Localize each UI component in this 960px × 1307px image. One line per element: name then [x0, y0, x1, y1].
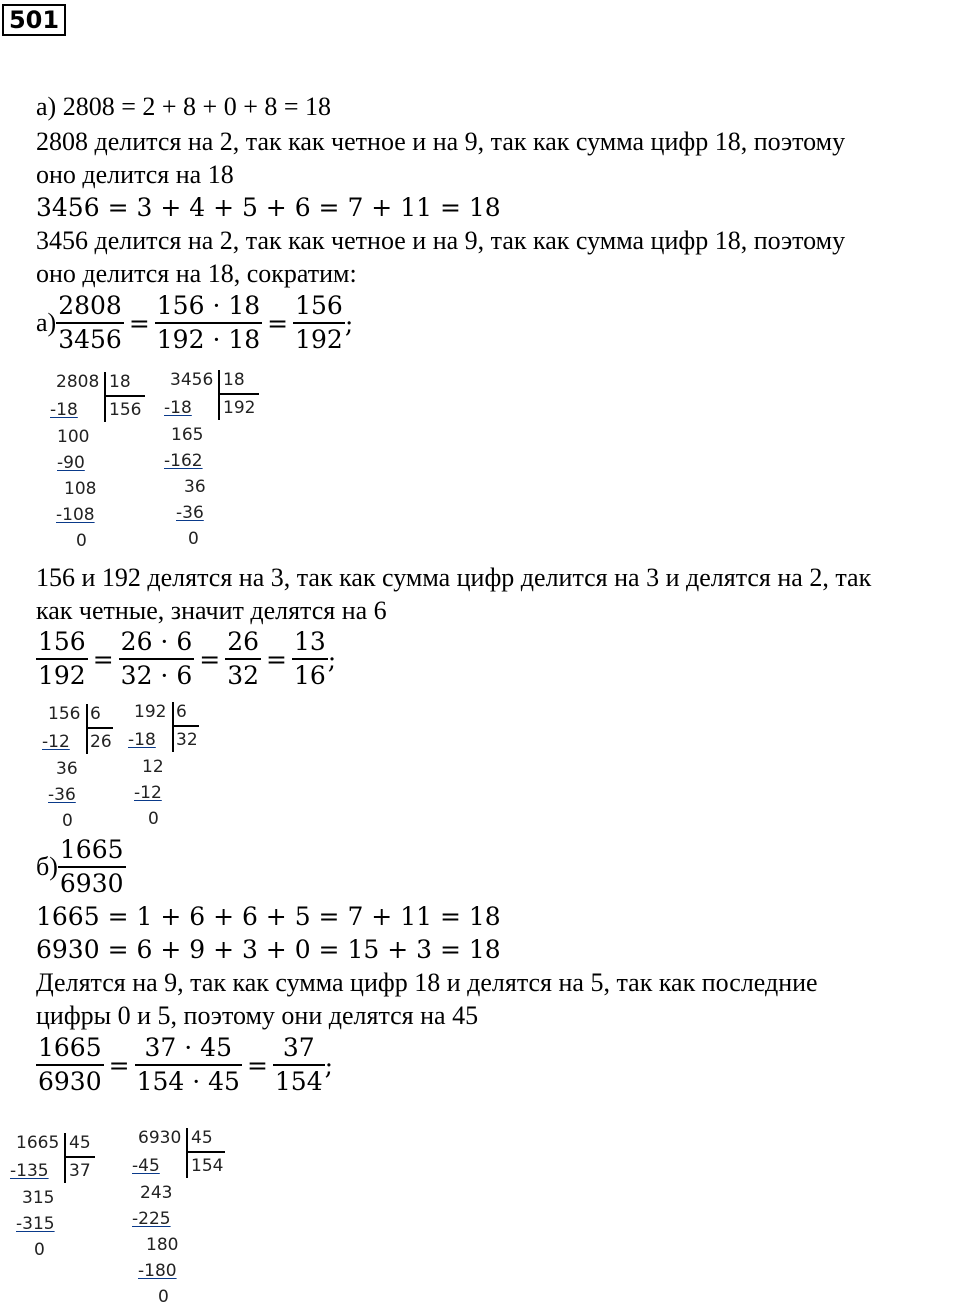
explanation-156-192-line1: 156 и 192 делятся на 3, так как сумма цифр делится на 3 и делятся на 2, так	[36, 563, 872, 592]
part-b-label: б)	[36, 852, 58, 881]
fraction-2808-3456	[56, 290, 124, 356]
fraction-equation-a	[36, 290, 353, 356]
denominator: 32	[225, 658, 261, 692]
quotient-line	[87, 727, 113, 729]
denominator: 16	[292, 658, 328, 692]
quotient: 156	[109, 400, 142, 420]
step: -108	[56, 505, 95, 525]
numerator: 13	[293, 627, 326, 656]
division-bar	[172, 702, 174, 752]
division-bar	[64, 1133, 66, 1183]
numerator: 37	[282, 1033, 315, 1062]
fraction-37-154	[273, 1032, 325, 1098]
equals-sign: =	[108, 1050, 130, 1080]
division-bar	[218, 370, 220, 420]
quotient-line	[187, 1151, 225, 1153]
equals-sign: =	[266, 644, 287, 674]
dividend: 156	[48, 704, 81, 724]
numerator: 156	[295, 291, 343, 320]
fraction-equation-b	[36, 1032, 333, 1098]
division-bar	[186, 1128, 188, 1178]
fraction-156x18-192x18	[155, 290, 262, 356]
dividend: 2808	[56, 372, 100, 392]
step: -162	[164, 451, 203, 471]
step: -45	[132, 1156, 160, 1176]
explanation-3456-line1: 3456 делится на 2, так как четное и на 9, так как сумма цифр 18, поэтому	[36, 226, 846, 255]
explanation-2808-line1: 2808 делится на 2, так как четное и на 9, так как сумма цифр 18, поэтому	[36, 127, 846, 156]
step: 180	[146, 1235, 179, 1255]
step: 315	[22, 1188, 55, 1208]
division-bar	[86, 704, 88, 754]
denominator: 32 · 6	[119, 658, 195, 692]
equals-sign: =	[128, 308, 150, 338]
numerator: 37 · 45	[144, 1033, 232, 1062]
step: 0	[76, 531, 87, 551]
denominator: 192	[293, 322, 345, 356]
equals-sign: =	[246, 1050, 268, 1080]
sum-digits-6930: 6930 = 6 + 9 + 3 + 0 = 15 + 3 = 18	[36, 935, 501, 964]
numerator: 1665	[59, 835, 124, 864]
step: 108	[64, 479, 97, 499]
step: 12	[142, 757, 164, 777]
sum-digits-3456: 3456 = 3 + 4 + 5 + 6 = 7 + 11 = 18	[36, 193, 501, 222]
numerator: 26	[227, 627, 259, 656]
divisor: 45	[191, 1128, 213, 1148]
denominator: 154 · 45	[135, 1064, 242, 1098]
fraction-156-192	[36, 626, 88, 692]
divisor: 45	[69, 1133, 91, 1153]
fraction-equation-a-reduce	[36, 626, 336, 692]
divisor: 18	[109, 372, 131, 392]
fraction-156-192	[293, 290, 345, 356]
step: 0	[188, 529, 199, 549]
fraction-37x45-154x45	[135, 1032, 242, 1098]
dividend: 192	[134, 702, 167, 722]
fraction-1665-6930	[36, 1032, 104, 1098]
step: -315	[16, 1214, 55, 1234]
equals-sign: =	[267, 308, 289, 338]
step: -90	[57, 453, 85, 473]
step: -12	[42, 732, 70, 752]
equals-sign: =	[92, 644, 114, 674]
denominator: 6930	[36, 1064, 104, 1098]
denominator: 6930	[58, 866, 126, 900]
step: 100	[57, 427, 90, 447]
numerator: 1665	[38, 1033, 102, 1062]
step: -18	[164, 398, 192, 418]
numerator: 2808	[58, 291, 122, 320]
explanation-3456-line2: оно делится на 18, сократим:	[36, 259, 357, 288]
quotient-line	[219, 393, 259, 395]
fraction-13-16	[292, 626, 328, 692]
quotient-line	[173, 725, 199, 727]
quotient-line	[65, 1156, 95, 1158]
step: 0	[158, 1287, 169, 1307]
dividend: 1665	[16, 1133, 60, 1153]
step: 165	[171, 425, 204, 445]
semicolon: ;	[324, 1050, 334, 1080]
denominator: 192 · 18	[155, 322, 262, 356]
step: -12	[134, 783, 162, 803]
quotient: 192	[223, 398, 256, 418]
numerator: 26 · 6	[120, 627, 193, 656]
step: -18	[50, 400, 78, 420]
step: -18	[128, 730, 156, 750]
numerator: 156	[38, 627, 86, 656]
divisor: 6	[176, 702, 187, 722]
exercise-number-badge: 501	[2, 4, 66, 36]
quotient: 26	[90, 732, 112, 752]
quotient-line	[105, 395, 145, 397]
step: 243	[140, 1183, 173, 1203]
fraction-1665-6930	[58, 834, 126, 900]
fraction-26x6-32x6	[119, 626, 195, 692]
sum-digits-2808: а) 2808 = 2 + 8 + 0 + 8 = 18	[36, 92, 332, 121]
step: -180	[138, 1261, 177, 1281]
step: -135	[10, 1161, 49, 1181]
numerator: 156 · 18	[156, 291, 261, 320]
denominator: 192	[36, 658, 88, 692]
step: -36	[48, 785, 76, 805]
semicolon: ;	[344, 308, 354, 338]
step: 36	[184, 477, 206, 497]
dividend: 6930	[138, 1128, 182, 1148]
denominator: 154	[273, 1064, 325, 1098]
part-a-label: а)	[36, 308, 57, 337]
step: 0	[62, 811, 73, 831]
step: -225	[132, 1209, 171, 1229]
step: 0	[148, 809, 159, 829]
explanation-156-192-line2: как четные, значит делятся на 6	[36, 596, 387, 625]
divisor: 18	[223, 370, 245, 390]
step: 0	[34, 1240, 45, 1260]
explanation-1665-6930-line1: Делятся на 9, так как сумма цифр 18 и делятся на 5, так как последние	[36, 968, 818, 997]
fraction-b	[36, 834, 126, 900]
dividend: 3456	[170, 370, 214, 390]
divisor: 6	[90, 704, 101, 724]
step: 36	[56, 759, 78, 779]
quotient: 37	[69, 1161, 91, 1181]
denominator: 3456	[56, 322, 124, 356]
semicolon: ;	[327, 644, 337, 674]
division-bar	[104, 372, 106, 422]
quotient: 32	[176, 730, 198, 750]
quotient: 154	[191, 1156, 224, 1176]
fraction-26-32	[225, 626, 261, 692]
equals-sign: =	[199, 644, 221, 674]
step: -36	[176, 503, 204, 523]
explanation-1665-6930-line2: цифры 0 и 5, поэтому они делятся на 45	[36, 1001, 479, 1030]
explanation-2808-line2: оно делится на 18	[36, 160, 234, 189]
sum-digits-1665: 1665 = 1 + 6 + 6 + 5 = 7 + 11 = 18	[36, 902, 501, 931]
